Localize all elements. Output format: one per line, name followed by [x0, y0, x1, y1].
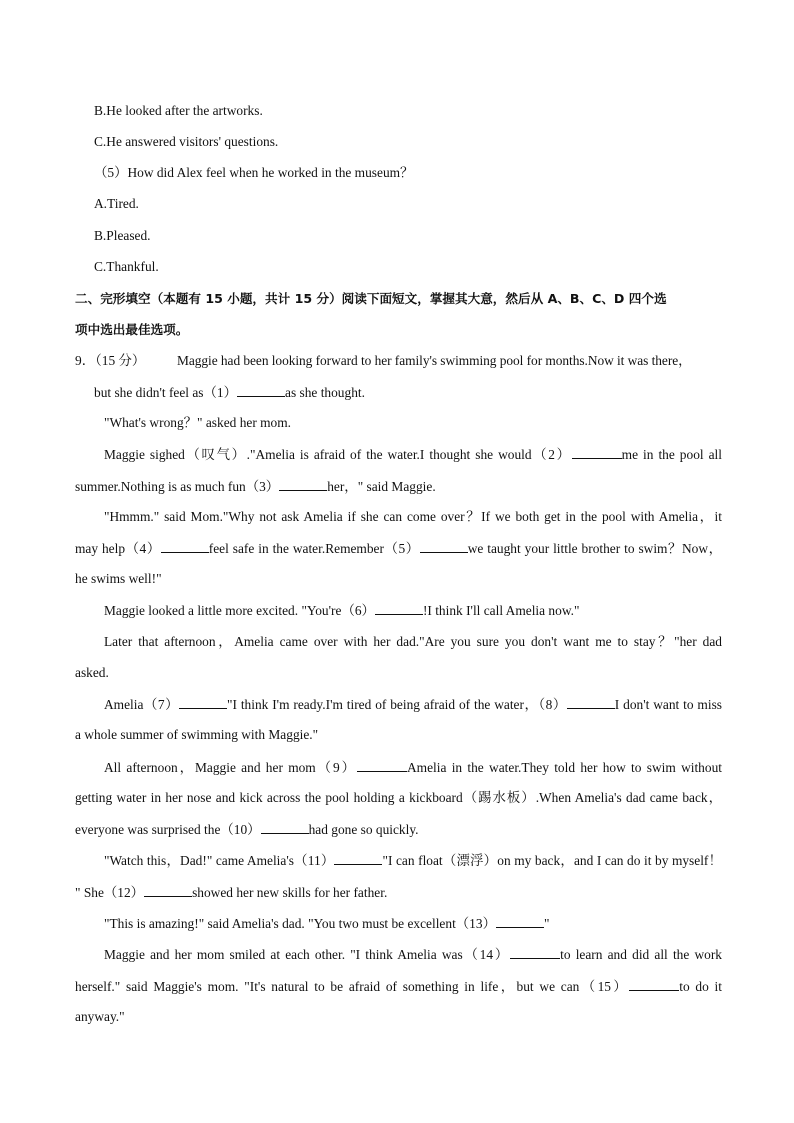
section-heading-line2: 项中选出最佳选项。	[75, 322, 189, 337]
passage-line: Later that afternoon，Amelia came over with her dad."Are you sure you don't want me to stay？"her dad	[104, 634, 722, 649]
q5-option-c: C.Thankful.	[94, 259, 159, 274]
passage-line: herself." said Maggie's mom. "It's natural to be afraid of something in life，but we can（15） to do it	[75, 979, 722, 994]
passage-line: he swims well!"	[75, 571, 162, 586]
passage-line: getting water in her nose and kick across the pool holding a kickboard（踢水板）.When Amelia's dad came back，	[75, 790, 722, 805]
section-heading-line1: 二、完形填空（本题有 15 小题，共计 15 分）阅读下面短文，掌握其大意，然后从 A、B、C、D 四个选	[75, 291, 667, 306]
passage-line: but she didn't feel as（1） as she thought.	[94, 385, 365, 400]
answer-blank-13[interactable]	[496, 914, 544, 928]
option-c: C.He answered visitors' questions.	[94, 134, 279, 149]
passage-line: Amelia（7） "I think I'm ready.I'm tired of being afraid of the water，（8） I don't want to miss	[104, 697, 722, 712]
q5-option-a: A.Tired.	[94, 196, 139, 211]
answer-blank-15[interactable]	[629, 977, 679, 991]
q5-option-b: B.Pleased.	[94, 228, 151, 243]
passage-line: everyone was surprised the（10） had gone so quickly.	[75, 822, 419, 837]
passage-line: "Watch this，Dad!" came Amelia's（11） "I can float（漂浮）on my back，and I can do it by myself！	[104, 853, 722, 868]
passage-line: "This is amazing!" said Amelia's dad. "You two must be excellent（13） "	[104, 916, 550, 931]
answer-blank-4[interactable]	[161, 539, 209, 553]
answer-blank-6[interactable]	[375, 601, 423, 615]
answer-blank-2[interactable]	[572, 445, 622, 459]
passage-line: " She（12） showed her new skills for her father.	[75, 885, 388, 900]
answer-blank-14[interactable]	[510, 945, 560, 959]
question-number: 9．（15 分）	[75, 353, 146, 368]
answer-blank-5[interactable]	[420, 539, 468, 553]
passage-line: Maggie looked a little more excited. "You're（6） !I think I'll call Amelia now."	[104, 603, 580, 618]
question-5-stem: （5）How did Alex feel when he worked in the museum？	[94, 165, 414, 180]
passage-line: All afternoon，Maggie and her mom（9） Amelia in the water.They told her how to swim without	[104, 760, 722, 775]
answer-blank-1[interactable]	[237, 383, 285, 397]
passage-line: "What's wrong？" asked her mom.	[104, 415, 292, 430]
passage-line: Maggie had been looking forward to her family's swimming pool for months.Now it was there，	[177, 353, 692, 368]
passage-line: "Hmmm." said Mom."Why not ask Amelia if she can come over？If we both get in the pool with Amelia，it	[104, 509, 722, 524]
passage-line: Maggie and her mom smiled at each other. "I think Amelia was（14） to learn and did all the work	[104, 947, 722, 962]
option-b: B.He looked after the artworks.	[94, 103, 263, 118]
passage-line: may help（4） feel safe in the water.Remember（5） we taught your little brother to swim？Now，	[75, 541, 723, 556]
passage-line: a whole summer of swimming with Maggie."	[75, 727, 319, 742]
passage-line: anyway."	[75, 1009, 125, 1024]
passage-line: Maggie sighed（叹气）."Amelia is afraid of the water.I thought she would（2） me in the pool all	[104, 447, 722, 462]
answer-blank-7[interactable]	[179, 695, 227, 709]
passage-line: summer.Nothing is as much fun（3） her，" said Maggie.	[75, 479, 436, 494]
passage-line: asked.	[75, 665, 109, 680]
answer-blank-8[interactable]	[567, 695, 615, 709]
answer-blank-3[interactable]	[279, 477, 327, 491]
answer-blank-11[interactable]	[334, 851, 382, 865]
answer-blank-9[interactable]	[357, 758, 407, 772]
answer-blank-12[interactable]	[144, 883, 192, 897]
answer-blank-10[interactable]	[261, 820, 309, 834]
